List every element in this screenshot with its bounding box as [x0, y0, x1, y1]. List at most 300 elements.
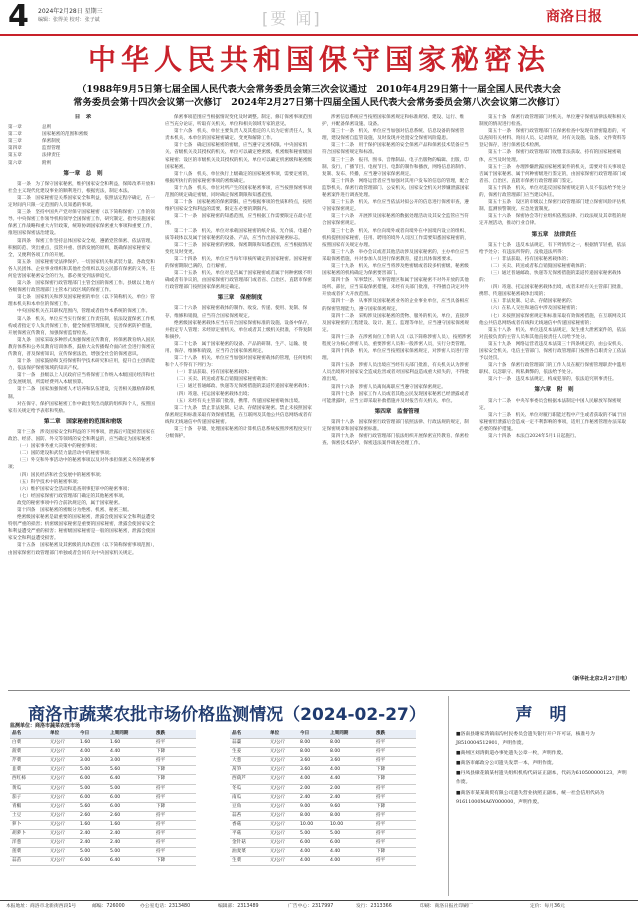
chapter-heading: 第四章 监督管理	[374, 408, 420, 415]
table-cell: 5.00	[80, 849, 91, 855]
table-cell: 白菜	[12, 740, 22, 746]
table-cell: 元/公斤	[270, 794, 286, 800]
table-row	[230, 830, 416, 839]
table-cell: 元/公斤	[270, 803, 286, 809]
article-paragraph: 第三十五条 机关、单位应当依法对拟公开的信息进行保密审查，遵守国家保密规定。	[322, 200, 469, 213]
table-cell: 4.00	[300, 849, 311, 855]
table-cell: 持平	[156, 812, 166, 818]
article-paragraph: 第二十七条 属于国家秘密的设备、产品的研制、生产、运输、使用、保存、维修和销毁，应当符合国家保密规定。	[165, 341, 308, 354]
table-cell: 元/公斤	[270, 785, 286, 791]
table-cell: 元/公斤	[50, 803, 66, 809]
article-paragraph: 绝密级国家秘密是最重要的国家秘密，泄露会使国家安全和利益遭受特别严重的损害；机密级国家秘密是重要的国家秘密，泄露会使国家安全和利益遭受严重的损害；秘密级国家秘密是一般的国家秘密，泄露会使国家安全和利益遭受损害。	[8, 515, 156, 542]
table-cell: 持平	[376, 812, 386, 818]
article-paragraph: 第三十九条 机关、单位应当将涉及绝密级或者较多机密级、秘密级国家秘密的机构确定为保密要害部门。	[322, 263, 469, 277]
table-cell: 8.00	[300, 749, 311, 755]
article-paragraph: （一）非法获取、持有国家秘密载体；	[174, 370, 253, 376]
article-paragraph: 第五十七条 违反本法规定，有下列情形之一，根据情节轻重，依法给予处分；有违法所得的，没收违法所得：	[479, 242, 626, 255]
table-cell: 持平	[156, 849, 166, 855]
table-cell: 持平	[156, 785, 166, 791]
table-cell: 6.00	[110, 803, 121, 809]
article-paragraph: 第三十二条 用于保护国家秘密的安全保密产品和保密技术装备应当符合国家保密规定和标准。	[322, 143, 469, 156]
table-cell: 持平	[156, 840, 166, 846]
table-cell: 持平	[376, 794, 386, 800]
newspaper-logo: 商洛日报	[546, 9, 602, 25]
table-header	[10, 730, 196, 739]
table-cell: 下降	[376, 849, 386, 855]
article-paragraph: 第七条 国家机关和涉及国家秘密的单位（以下简称机关、单位）管理本机关和本单位的保密工作。	[8, 295, 155, 308]
toc-chapter-number: 第三章	[8, 139, 22, 145]
table-cell: 持平	[376, 758, 386, 764]
toc-item	[8, 138, 158, 145]
table-cell: 元/公斤	[50, 740, 66, 746]
table-cell: 持平	[156, 740, 166, 746]
table-cell: 6.00	[80, 794, 91, 800]
toc-chapter-number: 第四章	[8, 146, 22, 152]
table-cell: 元/公斤	[270, 821, 286, 827]
table-cell: 元/公斤	[270, 840, 286, 846]
table-cell: 金针菇	[232, 840, 246, 846]
table-row	[10, 812, 196, 821]
table-row	[10, 748, 196, 757]
column-3	[322, 114, 472, 688]
table-cell: 蒜苔	[232, 812, 242, 818]
notice-item: ■洛南县谢家湾镇南沟村民委员会遗失银行开户许可证，核准号为J8510004512901，声明作废。	[456, 732, 595, 747]
issue-date: 2024年2月28日 星期三	[38, 8, 103, 15]
article-paragraph: （二）买卖、转送或者私自销毁国家秘密载体的；	[488, 263, 590, 269]
table-cell: 胡萝卜	[12, 831, 26, 837]
article-paragraph: （六）维护国家安全活动和追查刑事犯罪中的秘密事项；	[17, 486, 132, 492]
table-cell: 2.40	[80, 840, 91, 846]
footer-item: 编辑部：2313489	[218, 904, 259, 909]
table-cell: 生姜	[232, 749, 242, 755]
toc-item	[8, 131, 158, 138]
table-row	[230, 775, 416, 784]
table-cell: 5.00	[80, 767, 91, 773]
table-row	[230, 757, 416, 766]
table-cell: 8.00	[300, 812, 311, 818]
table-row	[230, 857, 416, 866]
table-cell: 3.00	[80, 758, 91, 764]
table-cell: 持平	[376, 858, 386, 864]
article-paragraph: 第四十八条 国家保密行政管理部门依照法律、行政法规的规定，制定保密规章和国家保密标准。	[322, 419, 469, 433]
article-paragraph: （四）国民经济和社会发展中的秘密事项；	[17, 472, 105, 478]
table-cell: 2.40	[330, 794, 341, 800]
article-paragraph: （三）通过普通邮政、快递等无保密措施的渠道传递国家秘密载体的；	[479, 270, 622, 284]
table-cell: 2.40	[80, 831, 91, 837]
table-row	[230, 839, 416, 848]
table-cell: 1.60	[80, 740, 91, 746]
notice-item: ■丹凤县棣花镇某村遗失组织机构代码证正副本，代码为610500000123，声明作废。	[456, 771, 627, 786]
article-paragraph: 第十六条 机关、单位主要负责人及其指定的人员为定密责任人，负责本机关、本单位的国家秘密确定、变更和解除工作。	[165, 129, 312, 142]
article-paragraph: 第六条 国家保密行政管理部门主管全国的保密工作。县级以上地方各级保密行政管理部门主管本行政区域的保密工作。	[8, 281, 155, 294]
article-paragraph: 第十九条 机关、单位对所产生的国家秘密事项，应当按照保密事项范围的规定确定密级，同时确定保密期限和知悉范围。	[165, 185, 312, 199]
article-paragraph: 第六十四条 本法自2024年5月1日起施行。	[488, 434, 580, 440]
article-paragraph: （三）外交和外事活动中的秘密事项以及对外承担保密义务的秘密事项；	[8, 458, 155, 471]
notice-title: 声 明	[515, 705, 567, 725]
table-cell: 10.00	[300, 821, 314, 827]
toc-chapter-name: 保密制度	[42, 139, 61, 145]
table-cell: 2.40	[110, 840, 121, 846]
article-paragraph: 第五十五条 设区的市级以上保密行政管理部门建立保密风险评估机制、监测预警制度、应急处置制度。	[479, 200, 626, 213]
table-cell: 下降	[156, 858, 166, 864]
article-paragraph: 第五十八条 机关、单位违反本法规定，发生重大泄密案件的，依法对直接负责的主管人员和其他直接责任人员给予处分。	[479, 327, 626, 340]
table-cell: 8.00	[300, 740, 311, 746]
column-header: 今日	[300, 731, 310, 736]
table-cell: 6.00	[80, 776, 91, 782]
page-number: 4	[8, 0, 29, 34]
toc-item	[8, 124, 158, 131]
article-paragraph: 第十一条 县级以上人民政府应当将保密工作纳入本级国民经济和社会发展规划，所需经费列入本级预算。	[8, 373, 155, 386]
column-header: 今日	[80, 731, 90, 736]
table-cell: 3.60	[300, 758, 311, 764]
toc-chapter-number: 第五章	[8, 153, 22, 159]
article-paragraph: （七）未按照国家保密规定和标准采取有效保密措施，在互联网及其他公共信息网络或者有线和无线通信中传递国家秘密的；	[479, 313, 626, 326]
table-cell: 元/公斤	[50, 758, 66, 764]
article-paragraph: 第十二条 国家加强保密人才培养和队伍建设，完善相关激励保障机制。	[8, 387, 155, 400]
table-cell: 元/公斤	[50, 794, 66, 800]
article-paragraph: 第六十三条 机关、单位对履行职能过程中产生或者获取的不属于国家秘密但泄露后会造成一定不利影响的事项，适用工作秘密管理办法采取必要的保护措施。	[479, 412, 627, 432]
table-cell: 元/公斤	[270, 767, 286, 773]
column-1	[8, 114, 158, 688]
toc-item	[8, 145, 158, 152]
column-header: 涨跌	[376, 731, 386, 736]
table-cell: 3.60	[330, 758, 341, 764]
toc-item	[8, 160, 158, 167]
table-cell: 元/公斤	[50, 812, 66, 818]
notice-list	[456, 730, 628, 808]
table-row	[10, 757, 196, 766]
table-cell: 韭菜	[12, 767, 22, 773]
column-header: 上周同期	[330, 731, 349, 736]
table-cell: 2.60	[80, 812, 91, 818]
article-paragraph: 第四十二条 采购涉及国家秘密的货物、服务的机关、单位，直接涉及国家秘密的工程建设、设计、施工、监理等单位，应当遵守国家保密规定。	[322, 313, 470, 333]
table-cell: 4.40	[330, 849, 341, 855]
article-paragraph: 第五十四条 机关、单位对违反国家保密规定的人员不依法给予处分的，保密行政管理部门应当建议纠正。	[479, 185, 626, 199]
article-paragraph: 第五条 国家秘密受法律保护。一切国家机关和武装力量、各政党和各人民团体、企业事业组织和其他社会组织以及公民都有保密的义务。任何危害国家秘密安全的行为，都必须受到法律追究。	[8, 259, 156, 279]
article-paragraph: 第四十三条 在涉密岗位工作的人员（以下简称涉密人员），按照涉密程度分为核心涉密人员、重要涉密人员和一般涉密人员，实行分类管理。	[322, 334, 472, 347]
table-row	[230, 748, 416, 757]
table-cell: 元/公斤	[50, 821, 66, 827]
table-cell: 4.00	[80, 749, 91, 755]
article-paragraph: 第三十七条 机关、单位向境外或者向境外在中国境内设立的组织、机构提供国家秘密，任用、聘用的境外人员因工作需要知悉国家秘密的，按照国家有关规定办理。	[322, 228, 470, 248]
table-cell: 豆角	[232, 803, 242, 809]
article-paragraph: 第二十二条 机关、单位对承载国家秘密的纸介质、光介质、电磁介质等载体以及属于国家秘密的设备、产品，应当作出国家秘密标志。	[165, 228, 312, 241]
section-name: [要 闻]	[262, 9, 322, 28]
table-cell: 生菜	[232, 858, 242, 864]
toc-chapter-number: 第一章	[8, 125, 22, 131]
article-paragraph: 第四十九条 保密行政管理部门依法组织开展保密宣传教育、保密检查、保密技术防护、保密违法案件调查处理工作。	[322, 434, 469, 447]
table-cell: 5.00	[300, 831, 311, 837]
article-paragraph: 第十七条 确定国家秘密的密级，应当遵守定密权限。中央国家机关、省级机关及其授权的机关、单位可以确定绝密级、机密级和秘密级国家秘密；设区的市级机关及其授权的机关、单位可以确定机密级和秘密级国家秘密。	[165, 143, 313, 170]
column-header: 单位	[270, 731, 280, 736]
article-paragraph: （四）寄递、托运国家秘密载体出境；	[174, 391, 253, 397]
article-paragraph: 第五十二条 保密行政管理部门收缴非法获取、持有的国家秘密载体，应当及时处理。	[479, 150, 622, 163]
column-2	[165, 114, 315, 688]
table-cell: 下降	[376, 776, 386, 782]
table-cell: 持平	[376, 821, 386, 827]
table-cell: 持平	[376, 785, 386, 791]
table-cell: 5.00	[330, 831, 341, 837]
table-cell: 元/公斤	[270, 776, 286, 782]
price-table-left	[10, 722, 196, 866]
table-header	[230, 730, 416, 739]
table-cell: 元/公斤	[270, 740, 286, 746]
table-row	[10, 739, 196, 748]
article-paragraph: 第三十条 存储、处理国家秘密的计算机信息系统按照涉密程度实行分级保护。	[165, 427, 312, 440]
table-cell: 茄子	[12, 794, 22, 800]
article-paragraph: 第三十一条 机关、单位应当加强对信息系统、信息设备的保密管理，建设保密自监管设施，及时发现并处置安全保密风险隐患。	[322, 129, 465, 142]
article-paragraph: 第二条 国家秘密是关系国家安全和利益，依照法定程序确定，在一定时间内只限一定范围的人员知悉的事项。	[8, 195, 155, 209]
article-paragraph: 中央国家机关在其职权范围内，管理或者指导本系统的保密工作。	[17, 309, 151, 315]
article-paragraph: （一）非法获取、持有国家秘密载体的；	[488, 256, 571, 262]
chapter-heading: 第三章 保密制度	[217, 295, 263, 302]
table-cell: 8.00	[330, 749, 341, 755]
table-cell: 元/公斤	[50, 785, 66, 791]
footer-item: 定价：每月36元	[530, 904, 565, 909]
article-paragraph: 第三十八条 举办会议或者其他活动涉及国家秘密的，主办单位应当采取保密措施，并对参加人员进行保密教育，提出具体保密要求。	[322, 249, 469, 262]
article-paragraph: 第二十五条 机关、单位对是否属于国家秘密或者属于何种密级不明确或者有争议的，由国家保密行政管理部门或者省、自治区、直辖市保密行政管理部门按照国家保密规定确定。	[165, 271, 313, 291]
article-paragraph: 第四十五条 涉密人员出境应当经有关部门批准，有关机关认为涉密人员出境将对国家安全造成危害或者对国家利益造成重大损失的，不得批准出境。	[322, 363, 470, 383]
table-cell: 6.00	[300, 840, 311, 846]
article-paragraph: 第四十七条 国家工作人员或者其他公民发现国家秘密已经泄露或者可能泄露时，应当立即采取补救措施并及时报告有关机关、单位。	[322, 391, 469, 404]
table-cell: 南瓜	[232, 794, 242, 800]
article-paragraph: 第五十九条 网络运营者违反本法第三十四条规定的，由公安机关、国家安全机关、电信主管部门、保密行政管理部门按照各自职责分工依法予以处罚。	[479, 341, 627, 362]
article-paragraph: 第五十一条 保密行政管理部门在保密检查中发现有泄密隐患的，可以查阅有关材料、询问人员、记录情况，对有关设施、设备、文件资料等登记保存，进行保密技术检测。	[479, 129, 627, 149]
table-cell: 元/公斤	[50, 776, 66, 782]
table-cell: 9.00	[300, 803, 311, 809]
table-cell: 6.00	[330, 840, 341, 846]
notice-item: ■商洛市某某商贸有限公司遗失营业执照正副本，统一社会信用代码为91611000MA6Y000000，声明作废。	[456, 790, 605, 805]
table-cell: 下降	[376, 803, 386, 809]
table-cell: 西红柿	[12, 776, 26, 782]
table-cell: 3.00	[110, 758, 121, 764]
footer-item: 邮编：726000	[92, 904, 125, 909]
page-footer	[0, 900, 638, 914]
article-paragraph: 保密事项范围应当根据情况变化及时调整。制定、修订保密事项范围应当充分论证，听取有关机关、单位和相关领域专家的意见。	[165, 115, 312, 128]
table-cell: 1.60	[110, 821, 121, 827]
article-paragraph: 第三十六条 开展涉及国家秘密的数据处理活动及其安全监管应当符合国家保密规定。	[322, 214, 469, 227]
table-cell: 元/公斤	[270, 831, 286, 837]
table-cell: 3.60	[300, 767, 311, 773]
table-cell: 元/公斤	[270, 749, 286, 755]
table-cell: 元/公斤	[50, 849, 66, 855]
table-cell: 8.00	[330, 812, 341, 818]
column-divider	[448, 696, 449, 896]
article-paragraph: 绝密级国家秘密载体应当在符合国家保密标准的设施、设备中保存，并指定专人管理；未经原定密机关、单位或者其上级机关批准，不得复制和摘抄。	[165, 320, 313, 340]
article-paragraph: 第六十一条 违反本法规定，构成犯罪的，依法追究刑事责任。	[488, 377, 617, 383]
table-row	[10, 775, 196, 784]
article-paragraph: （五）非法复制、记录、存储国家秘密的；	[488, 299, 576, 305]
table-cell: 5.00	[80, 785, 91, 791]
table-cell: 4.40	[330, 776, 341, 782]
toc-chapter-name: 总则	[42, 125, 52, 131]
article-paragraph: 第十三条 涉及国家安全和利益的下列事项，泄露后可能损害国家在政治、经济、国防、外交等领域的安全和利益的，应当确定为国家秘密：	[8, 429, 156, 443]
footer-item: 发行：2313366	[356, 904, 392, 909]
table-cell: 2.40	[110, 831, 121, 837]
article-body	[8, 114, 630, 688]
table-cell: 平菇	[232, 831, 242, 837]
table-cell: 2.00	[330, 785, 341, 791]
table-cell: 4.00	[300, 776, 311, 782]
notice-item: ■商洛市邮政分公司遗失发票一本，声明作废。	[456, 761, 557, 767]
table-cell: 下降	[156, 776, 166, 782]
column-header: 涨跌	[156, 731, 166, 736]
table-cell: 4.40	[110, 749, 121, 755]
article-paragraph: 第二十九条 禁止非法复制、记录、存储国家秘密。禁止未按照国家保密规定和标准采取有效保密措施，在互联网及其他公共信息网络或者有线和无线通信中传递国家秘密。	[165, 405, 313, 425]
table-cell: 持平	[156, 831, 166, 837]
chapter-heading: 第六章 附 则	[534, 387, 574, 394]
article-paragraph: （六）在私人交往和通信中涉及国家秘密的；	[488, 306, 580, 312]
article-source: （新华社北京2月27日电）	[569, 676, 630, 682]
article-paragraph: 第二十八条 机关、单位应当加强对国家秘密载体的管理，任何组织和个人不得有下列行为：	[165, 356, 312, 369]
footer-item: 广告中心：2317997	[288, 904, 334, 909]
toc-item	[8, 152, 158, 159]
header-rule	[0, 34, 638, 36]
price-table-right	[230, 730, 416, 866]
column-header: 上周同期	[110, 731, 129, 736]
table-cell: 6.00	[110, 794, 121, 800]
table-row	[10, 794, 196, 803]
table-cell: 5.60	[110, 767, 121, 773]
table-row	[230, 821, 416, 830]
table-cell: 下降	[156, 803, 166, 809]
toc-chapter-name: 监督管理	[42, 146, 61, 152]
article-paragraph: （一）国家事务重大决策中的秘密事项；	[17, 444, 100, 450]
article-paragraph: 第九条 国家采取多种形式加强保密宣传教育，将保密教育纳入国民教育体系和公务员教育培训体系，鼓励大众传播媒介面向社会进行保密宣传教育，普及保密知识，宣传保密法治，增强全社会的保密意识。	[8, 337, 156, 357]
table-cell: 菠菜	[12, 749, 22, 755]
table-cell: 香菇	[232, 821, 242, 827]
article-paragraph: （五）科学技术中的秘密事项；	[17, 479, 82, 485]
table-cell: 土豆	[12, 812, 22, 818]
table-cell: 元/公斤	[270, 858, 286, 864]
article-paragraph: 对在保守、保护国家秘密工作中做出突出贡献的组织和个人，按照国家有关规定给予表彰和奖励。	[8, 401, 155, 414]
footer-item: 本报地址：商洛市北新街西段1号	[6, 904, 77, 909]
notice-item: ■商州区刘湾街道办事处遗失公章一枚，声明作废。	[456, 751, 567, 757]
article-paragraph: 第六十条 保密行政管理部门的工作人员在履行保密管理职责中滥用职权、玩忽职守、徇私舞弊的，依法给予处分。	[479, 363, 626, 376]
table-row	[230, 794, 416, 803]
table-cell: 持平	[156, 794, 166, 800]
article-paragraph: 第二十一条 国家秘密的知悉范围，应当根据工作需要限定在最小范围。	[165, 214, 312, 227]
table-cell: 4.00	[330, 767, 341, 773]
table-cell: 持平	[376, 740, 386, 746]
toc-title: 目 录	[74, 114, 92, 120]
article-paragraph: 第一条 为了保守国家秘密，维护国家安全和利益，保障改革开放和社会主义现代化建设事业的顺利进行，根据宪法，制定本法。	[8, 181, 155, 194]
table-cell: 5.00	[110, 785, 121, 791]
table-cell: 西葫芦	[232, 776, 246, 782]
article-paragraph: 第五十三条 办理涉嫌泄露国家秘密案件的机关，需要对有关事项是否属于国家秘密、属于何种密级进行鉴定的，由国家保密行政管理部门或者省、自治区、直辖市保密行政管理部门鉴定。	[479, 164, 627, 184]
table-cell: 6.00	[80, 858, 91, 864]
article-paragraph: （七）经国家保密行政管理部门确定的其他秘密事项。	[17, 493, 128, 499]
table-cell: 蒜薹	[232, 740, 242, 746]
table-cell: 元/公斤	[50, 831, 66, 837]
table-cell: 芹菜	[12, 758, 22, 764]
article-lead-line-2: 常务委员会第十四次会议第一次修订 2024年2月27日第十四届全国人民代表大会常务委员会第八次会议第二次修订）	[73, 97, 565, 108]
article-paragraph: （五）未经有关主管部门批准，携带、传递国家秘密载体出境。	[174, 398, 303, 404]
section-divider	[8, 690, 630, 691]
table-of-contents	[8, 124, 158, 167]
table-cell: 10.00	[330, 821, 344, 827]
article-paragraph: 第五十六条 保密协会等行业组织依照法律、行政法规及其章程的规定开展活动，推动行业自律。	[479, 214, 626, 227]
article-paragraph: 第五十条 保密行政管理部门对机关、单位遵守保密法律法规和相关制度的情况进行检查。	[479, 115, 626, 128]
article-paragraph: 第四十一条 从事涉及国家秘密业务的企业事业单位，应当具备相应的保密管理能力，遵守国家保密规定。	[322, 299, 469, 312]
table-cell: 持平	[156, 821, 166, 827]
table-cell: 元/公斤	[270, 758, 286, 764]
article-paragraph: 第二十三条 国家秘密的密级、保密期限和知悉范围，应当根据情况变化及时变更。	[165, 242, 312, 255]
article-paragraph: 第二十四条 机关、单位应当每年审核所确定的国家秘密。国家秘密的保密期限已满的，自行解密。	[165, 256, 312, 269]
toc-chapter-number: 第六章	[8, 160, 22, 166]
table-cell: 2.00	[300, 785, 311, 791]
table-cell: 1.60	[110, 740, 121, 746]
table-row	[10, 803, 196, 812]
table-cell: 8.00	[330, 740, 341, 746]
table-row	[10, 839, 196, 848]
table-cell: 莲菜	[12, 849, 22, 855]
article-paragraph: 第三条 坚持中国共产党对保守国家秘密（以下简称保密）工作的领导。中央保密工作领导机构领导全国保密工作，研究制定、指导实施国家保密工作战略和重大方针政策，统筹协调国家保密重大事项和重要工作，推进国家保密法治建设。	[8, 210, 156, 237]
page-header	[0, 0, 638, 34]
article-lead-line-1: （1988年9月5日第七届全国人民代表大会常务委员会第三次会议通过 2010年4月29日第十一届全国人民代表大会	[77, 84, 561, 95]
article-paragraph: 第二十六条 国家秘密载体的制作、收发、传递、使用、复制、保存、维修和销毁，应当符合国家保密规定。	[165, 306, 308, 319]
table-cell: 6.40	[110, 858, 121, 864]
toc-chapter-name: 附则	[42, 160, 52, 166]
table-cell: 莴笋	[232, 767, 242, 773]
table-cell: 黄瓜	[12, 785, 22, 791]
table-cell: 5.60	[80, 803, 91, 809]
table-row	[230, 739, 416, 748]
table-cell: 2.40	[300, 794, 311, 800]
column-header: 品名	[12, 731, 22, 736]
toc-chapter-number: 第二章	[8, 132, 22, 138]
table-cell: 持平	[376, 831, 386, 837]
table-row	[230, 812, 416, 821]
article-paragraph: （四）寄递、托运国家秘密载体出境，或者未经有关主管部门批准，携带、传递国家秘密载体出境的；	[479, 285, 626, 298]
article-paragraph: 第三十四条 网络运营者应当加强对其用户发布的信息的管理，配合监察机关、保密行政管理部门、公安机关、国家安全机关对涉嫌泄露国家秘密案件进行调查处理。	[322, 178, 470, 199]
table-cell: 元/公斤	[50, 858, 66, 864]
market-title: 商洛市蔬菜农批市场价格监测情况（2024-02-27）	[28, 705, 426, 725]
table-row	[10, 821, 196, 830]
footer-item: 办公室电话：2313480	[140, 904, 191, 909]
table-cell: 冬瓜	[232, 785, 242, 791]
table-cell: 大葱	[232, 758, 242, 764]
article-paragraph: 第十条 国家鼓励和支持保密科学技术研究和应用，提升自主创新能力，依法保护保密领域的知识产权。	[8, 359, 155, 372]
table-cell: 4.00	[330, 858, 341, 864]
article-paragraph: 第三十三条 报刊、图书、音像制品、电子出版物的编辑、出版、印制、发行，广播节目、电视节目、电影的制作和播放，网络信息的制作、复制、发布、传播，应当遵守国家保密规定。	[322, 157, 470, 177]
table-row	[230, 766, 416, 775]
table-cell: 油麦菜	[232, 849, 246, 855]
article-title: 中华人民共和国保守国家秘密法	[87, 43, 550, 76]
table-cell: 元/公斤	[50, 767, 66, 773]
table-cell: 下降	[156, 749, 166, 755]
column-header: 单位	[50, 731, 60, 736]
table-cell: 1.60	[80, 821, 91, 827]
table-row	[10, 857, 196, 866]
table-cell: 持平	[376, 840, 386, 846]
table-cell: 元/公斤	[50, 840, 66, 846]
column-header: 品名	[232, 731, 242, 736]
table-cell: 6.40	[110, 776, 121, 782]
table-row	[10, 766, 196, 775]
table-row	[10, 785, 196, 794]
table-cell: 下降	[156, 767, 166, 773]
table-cell: 元/公斤	[50, 749, 66, 755]
table-row	[10, 848, 196, 857]
table-cell: 5.00	[110, 849, 121, 855]
table-cell: 持平	[376, 749, 386, 755]
article-paragraph: 第四十条 军事禁区、军事管理区和属于国家秘密不对外开放的其他场所、部位，应当采取保密措施，未经有关部门批准，不得擅自决定对外开放或者扩大开放范围。	[322, 278, 470, 298]
article-paragraph: （二）买卖、转送或者私自销毁国家秘密载体；	[174, 377, 271, 383]
article-paragraph: 第二十条 国家秘密的保密期限，应当根据事项的性质和特点，按照维护国家安全和利益的需要，限定在必要的期限内。	[165, 200, 312, 213]
table-row	[230, 803, 416, 812]
table-cell: 元/公斤	[270, 849, 286, 855]
